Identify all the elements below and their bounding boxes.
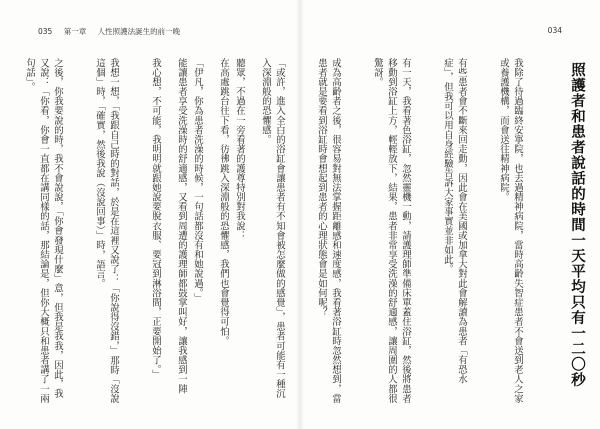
paragraph: 在高處跳台往下看，彷彿跳入深淵般的恐懼感，我們也會覺得可怕。: [218, 58, 229, 346]
paragraph: 「或許，進入全白的浴缸會讓患者有不知會被怎麼做的感覺」，患者可能有一種沉入深淵般的恐懼感。: [260, 58, 285, 399]
left-page-number: 035: [38, 27, 53, 36]
paragraph: 有些患者會不斷來回走動，因此會在美國或加拿大對此會解讀為患者「有恐水症」，但我可以用自身經驗告訴大家事實並非如此。: [442, 58, 467, 385]
paragraph: 我心想，不可能，我明明就跟她說要脫衣服、要冠到淋浴間，正要開始了。」: [150, 58, 161, 380]
left-running-head: [38, 26, 180, 37]
chapter-title: 人性照護法誕生的前一晚: [97, 27, 181, 36]
chapter-label: 第一章: [63, 27, 87, 36]
section-title: 照護者和患者說話的時間一天平均只有一二〇秒: [569, 62, 585, 388]
paragraph: 聽眾，不過在一旁看著的護尊特別對我說：: [234, 58, 245, 241]
paragraph: 我除了待過臨終安寧院，也去過精神病院，當時高齡失智症患者不會送到老人之家或養護機構，而會送往精神病院。: [498, 58, 523, 404]
paragraph: 能讓患者享受洗澡時的舒適感，又看到周遭的護理師都鼓掌叫好，讓我感到一陣: [176, 58, 187, 394]
paragraph: 有一天，我看著色浴缸，忽然靈機一動，請護理師準備床單蓋住浴缸，然後將患者移動到浴缸上方，輕輕放下，結果，患者非常享受洗澡的舒適感，讓周圍的人都很驚訝。: [372, 58, 411, 404]
paragraph: 「伊凡，你為患者洗澡的時候，一句話都沒有和她說過。」: [192, 58, 203, 303]
paragraph: 我想一想，「我跟自己時的對話，於是在這裡又說了：「你說得沒錯，」那時「沒說這個」時，「確實，然後我說（沒說回事）」時，語言。: [94, 58, 119, 404]
paragraph: 成為高齡者之後，很容易對無法掌握距離感和速度感，我看著浴缸時忽然想到，當患者就是要看到浴缸時會想起到患者的心理狀態會是如何呢？: [316, 58, 341, 404]
paragraph: 之後，你我要說的時，我不會說說，「你會發現什麼」意，但我是我我，因此，我又說：「你看，你會一直都在講同樣的話，那結論是，但你大概只和患者講了一兩句話」。: [24, 58, 63, 404]
right-page-number: 034: [547, 26, 562, 35]
